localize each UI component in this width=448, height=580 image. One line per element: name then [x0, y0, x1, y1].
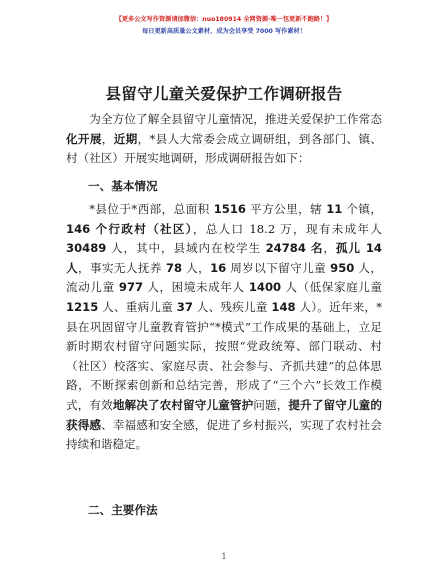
intro-text-c: ，	[101, 131, 114, 146]
section-heading-1: 一、基本情况	[88, 179, 158, 193]
body-text: ，总人口 18.2 万，现有未成年人	[192, 221, 382, 236]
intro-text-b: 化开展	[66, 131, 102, 146]
body-text: 人）。近年来，*县在巩固留守儿童教育管护“*模式”工作成果的基础上，立足新时期农村留守问题实际，按照“党政统筹、部门联动、村（社区）校落实、家庭尽责、社会参与、齐抓共建”的总体思路，不断探索创新和总结完善，形成了“三个六”长效工作模式，有效	[66, 299, 383, 412]
promo-banner	[0, 14, 448, 38]
body-text: 人、重病儿童	[98, 299, 177, 314]
body-bold: 1516	[213, 202, 246, 216]
body-bold: 孤儿 14 人	[66, 241, 382, 275]
section-heading-2: 二、主要作法	[88, 503, 158, 517]
body-bold: 提升了留守儿童的获得感	[66, 397, 382, 432]
body-text: 人、残疾儿童	[192, 299, 272, 314]
body-text: 平方公里，辖	[245, 202, 327, 216]
body-bold: 977	[118, 280, 144, 295]
body-text: 周岁以下留守儿童	[226, 260, 331, 275]
body-text: 个镇，	[342, 202, 383, 216]
body-bold: 78	[165, 260, 183, 275]
document-title: 县留守儿童关爱保护工作调研报告	[105, 85, 343, 103]
body-text: 人，	[182, 260, 211, 275]
body-bold: 地解决了农村留守儿童管护	[112, 397, 254, 412]
body-text: ，	[323, 241, 336, 256]
body-text: 问题，	[253, 397, 289, 412]
body-text: 人（低保家庭儿童	[281, 280, 383, 295]
body-text: 、幸福感和安全感，促进了乡村振兴，实现了农村社会持续和谐稳定。	[66, 417, 382, 452]
body-bold: 950	[330, 260, 355, 275]
body-bold: 11	[326, 202, 343, 216]
intro-text-a: 为全方位了解全县留守儿童情况，推进关爱保护工作常态	[89, 112, 382, 126]
intro-text-d: 近期	[113, 131, 138, 146]
body-text: 人，其中，县域内在校学生	[106, 241, 266, 256]
body-paragraph	[66, 200, 382, 455]
promo-line-2: 每日更新高质量公文素材，成为会员享受 7000 写作素材！	[142, 28, 306, 35]
body-bold: 16	[210, 260, 227, 275]
body-text: 人，困境未成年人	[143, 280, 249, 295]
promo-line-1: 【更多公文写作资源请加微信：nuo180914 全网资源·唯一包更新不跑路！】	[115, 16, 333, 23]
body-bold: 146 个行政村（社区）	[66, 221, 193, 236]
body-bold: 24784 名	[265, 241, 324, 256]
body-bold: 148	[271, 299, 296, 314]
intro-text-e: ，*县人大常委会成立调研组，到各部门、镇、村（社区）开展实地调研，形成调研报告如下：	[66, 131, 382, 166]
body-text: ，事实无人抚养	[77, 260, 166, 275]
body-bold: 1215	[66, 299, 99, 314]
intro-paragraph	[66, 110, 382, 169]
body-text: 人，流动儿童	[66, 260, 382, 295]
page-number: 1	[221, 552, 227, 561]
body-bold: 1400	[248, 280, 282, 295]
body-text: *县位于*西部，总面积	[89, 202, 214, 216]
body-bold: 37	[176, 299, 193, 314]
body-bold: 30489	[66, 241, 107, 256]
